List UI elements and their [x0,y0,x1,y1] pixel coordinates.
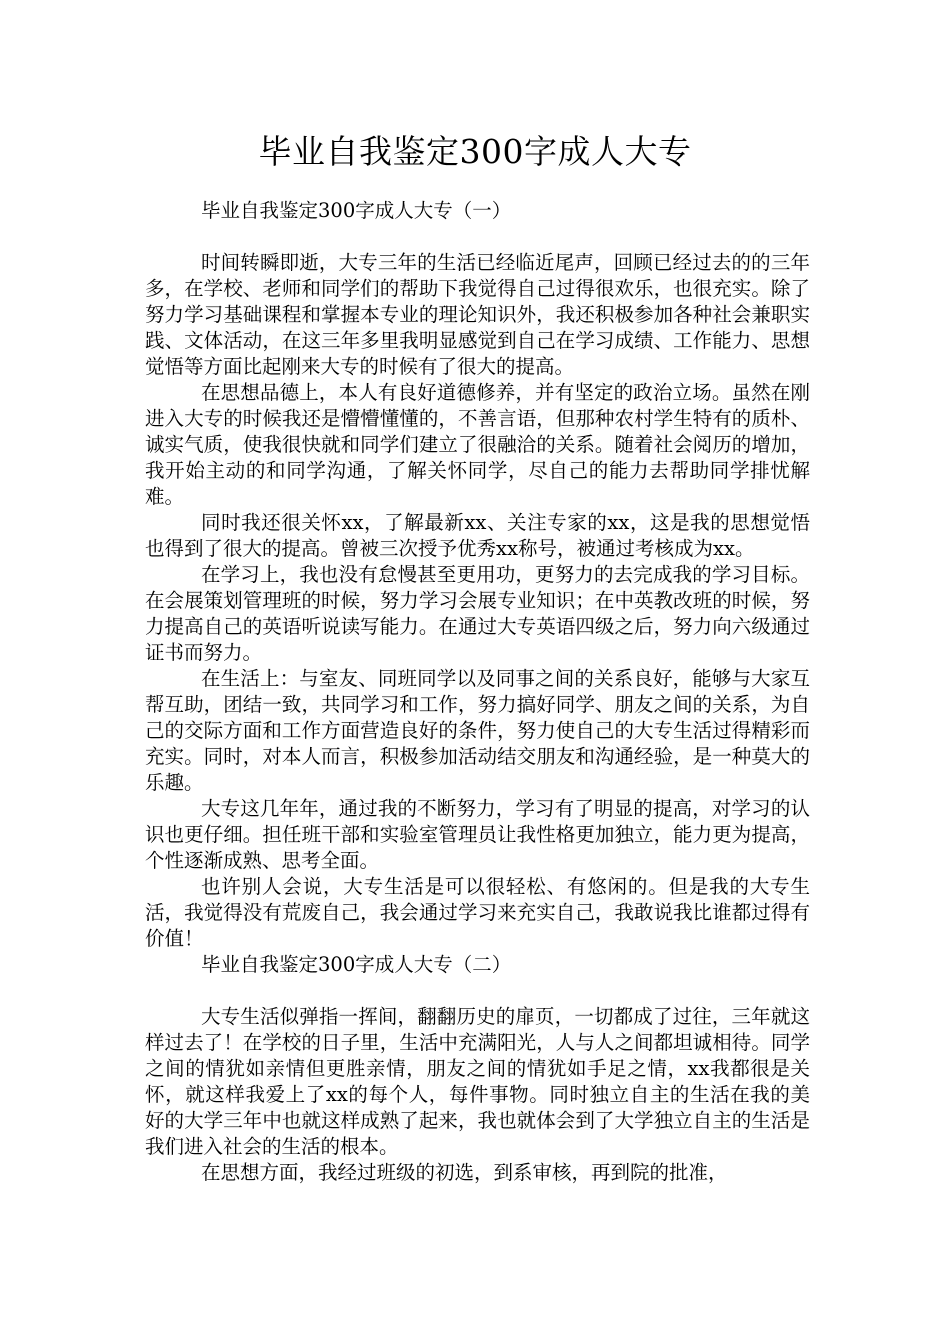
paragraph: 同时我还很关怀xx，了解最新xx、关注专家的xx，这是我的思想觉悟也得到了很大的提高。曾被三次授予优秀xx称号，被通过考核成为xx。 [145,511,810,560]
blank-line [145,978,810,1004]
document-title: 毕业自我鉴定300字成人大专 [258,132,692,171]
paragraph: 在生活上：与室友、同班同学以及同事之间的关系良好，能够与大家互帮互助，团结一致，共同学习和工作，努力搞好同学、朋友之间的关系，为自己的交际方面和工作方面营造良好的条件，努力使自己的大专生活过得精彩而充实。同时，对本人而言，积极参加活动结交朋友和沟通经验，是一种莫大的乐趣。 [145,667,810,794]
paragraph: 大专这几年年，通过我的不断努力，学习有了明显的提高，对学习的认识也更仔细。担任班干部和实验室管理员让我性格更加独立，能力更为提高，个性逐渐成熟、思考全面。 [145,797,810,872]
paragraph: 在思想品德上，本人有良好道德修养，并有坚定的政治立场。虽然在刚进入大专的时候我还是懵懵懂懂的，不善言语，但那种农村学生特有的质朴、诚实气质，使我很快就和同学们建立了很融洽的关系。随着社会阅历的增加，我开始主动的和同学沟通，了解关怀同学，尽自己的能力去帮助同学排忧解难。 [145,381,810,508]
paragraph: 在学习上，我也没有怠慢甚至更用功，更努力的去完成我的学习目标。在会展策划管理班的时候，努力学习会展专业知识；在中英教改班的时候，努力提高自己的英语听说读写能力。在通过大专英语四级之后，努力向六级通过证书而努力。 [145,563,810,664]
paragraph: 也许别人会说，大专生活是可以很轻松、有悠闲的。但是我的大专生活，我觉得没有荒废自己，我会通过学习来充实自己，我敢说我比谁都过得有价值！ [145,875,810,950]
paragraph: 时间转瞬即逝，大专三年的生活已经临近尾声，回顾已经过去的的三年多，在学校、老师和同学们的帮助下我觉得自己过得很欢乐，也很充实。除了努力学习基础课程和掌握本专业的理论知识外，我还积极参加各种社会兼职实践、文体活动，在这三年多里我明显感觉到自己在学习成绩、工作能力、思想觉悟等方面比起刚来大专的时候有了很大的提高。 [145,251,810,378]
document-body [145,198,810,1186]
blank-line [145,224,810,250]
paragraph: 在思想方面，我经过班级的初选，到系审核，再到院的批准， [201,1161,728,1184]
section-heading-1: 毕业自我鉴定300字成人大专（一） [201,199,512,222]
section-heading-2: 毕业自我鉴定300字成人大专（二） [201,953,512,976]
paragraph: 大专生活似弹指一挥间，翻翻历史的扉页，一切都成了过往，三年就这样过去了！在学校的日子里，生活中充满阳光，人与人之间都坦诚相待。同学之间的情犹如亲情但更胜亲情，朋友之间的情犹如手足之情，xx我都很是关怀，就这样我爱上了xx的每个人，每件事物。同时独立自主的生活在我的美好的大学三年中也就这样成熟了起来，我也就体会到了大学独立自主的生活是我们进入社会的生活的根本。 [145,1005,810,1158]
